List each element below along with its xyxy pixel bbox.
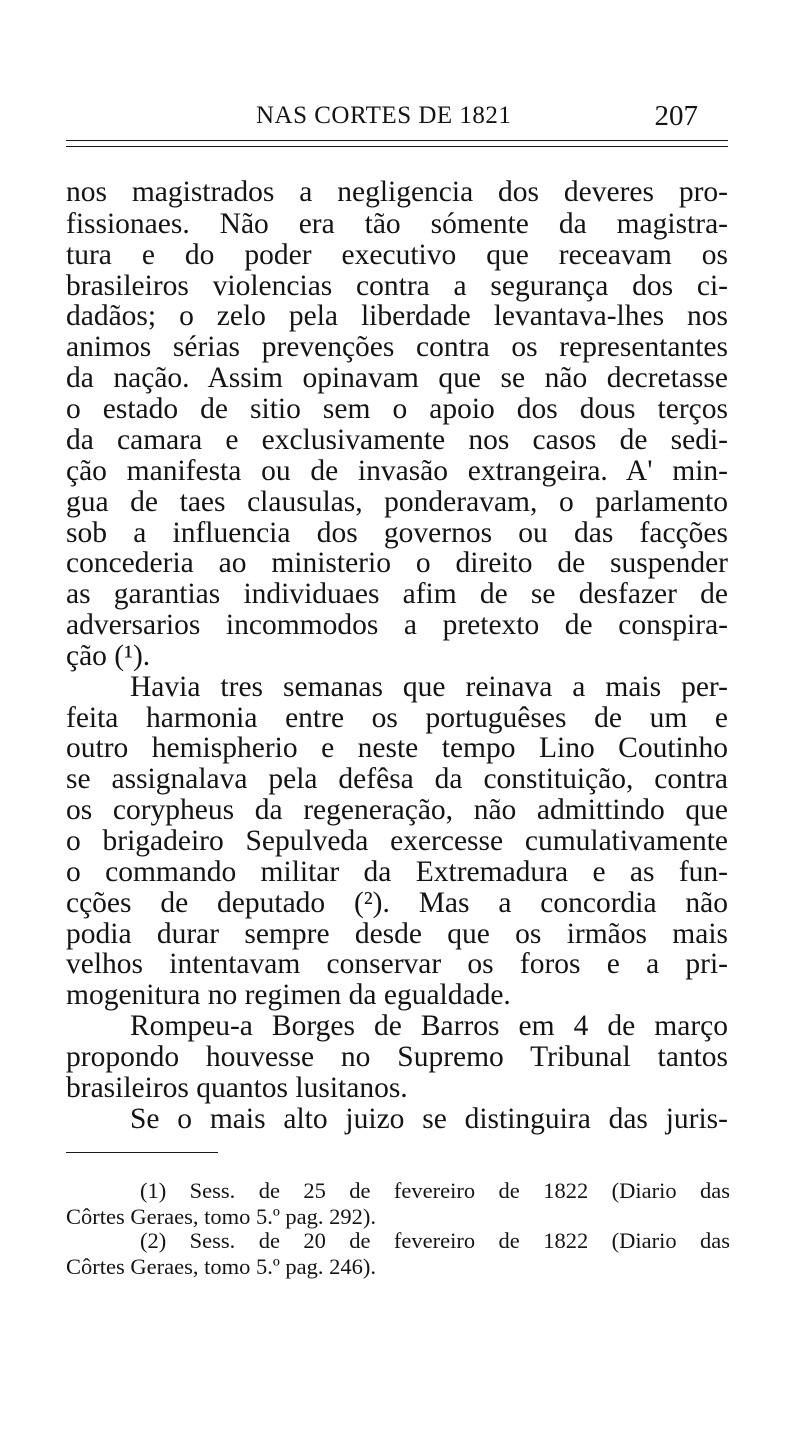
text-line: Havia tres semanas que reinava a mais per- [130, 671, 728, 703]
text-line: tura e do poder executivo que receavam os [66, 239, 728, 271]
running-title: NAS CORTES DE 1821 [256, 102, 512, 129]
text-line: ção manifesta ou de invasão extrangeira. A' min- [66, 455, 728, 487]
text-line: brasileiros quantos lusitanos. [66, 1072, 408, 1104]
text-line: se assignalava pela defêsa da constituição, contra [66, 763, 728, 795]
text-line: as garantias individuaes afim de se desfazer de [66, 578, 728, 610]
text-line: Se o mais alto juizo se distinguira das juris- [130, 1103, 728, 1135]
text-line: velhos intentavam conservar os foros e a pri- [66, 948, 728, 980]
page-number: 207 [654, 100, 698, 132]
footnote-line: Côrtes Geraes, tomo 5.º pag. 246). [66, 1254, 377, 1279]
text-line: Rompeu-a Borges de Barros em 4 de março [130, 1010, 728, 1042]
text-line: mogenitura no regimen da egualdade. [66, 979, 511, 1011]
text-line: propondo houvesse no Supremo Tribunal tantos [66, 1041, 728, 1073]
text-line: adversarios incommodos a pretexto de conspira- [66, 609, 728, 641]
text-line: os corypheus da regeneração, não admittindo que [66, 794, 728, 826]
text-line: animos sérias prevenções contra os representantes [66, 331, 728, 363]
text-line: brasileiros violencias contra a segurança dos ci- [66, 270, 728, 302]
header-rule-bottom [66, 146, 728, 147]
text-line: nos magistrados a negligencia dos deveres pro- [66, 176, 728, 208]
footnote-line: Côrtes Geraes, tomo 5.º pag. 292). [66, 1204, 377, 1229]
text-line: dadãos; o zelo pela liberdade levantava-lhes nos [66, 300, 728, 332]
footnote-line: (1) Sess. de 25 de fevereiro de 1822 (Diario das [140, 1178, 730, 1203]
footnote-separator [66, 1152, 218, 1153]
header-rule-top [66, 140, 728, 141]
text-line: podia durar sempre desde que os irmãos mais [66, 918, 728, 950]
text-line: fissionaes. Não era tão sómente da magistra- [66, 208, 728, 240]
text-line: concederia ao ministerio o direito de suspender [66, 547, 728, 579]
text-line: o brigadeiro Sepulveda exercesse cumulativamente [66, 825, 728, 857]
text-line: ção (¹). [66, 640, 151, 672]
text-line: cções de deputado (²). Mas a concordia não [66, 887, 728, 919]
text-line: da camara e exclusivamente nos casos de sedi- [66, 424, 728, 456]
footnote-line: (2) Sess. de 20 de fevereiro de 1822 (Diario das [140, 1228, 730, 1253]
text-line: o commando militar da Extremadura e as fun- [66, 856, 728, 888]
text-line: sob a influencia dos governos ou das facções [66, 517, 728, 549]
text-line: da nação. Assim opinavam que se não decretasse [66, 362, 728, 394]
page-header [66, 100, 728, 140]
text-line: feita harmonia entre os portuguêses de um e [66, 702, 728, 734]
text-line: o estado de sitio sem o apoio dos dous terços [66, 393, 728, 425]
text-line: outro hemispherio e neste tempo Lino Coutinho [66, 732, 728, 764]
text-line: gua de taes clausulas, ponderavam, o parlamento [66, 486, 728, 518]
